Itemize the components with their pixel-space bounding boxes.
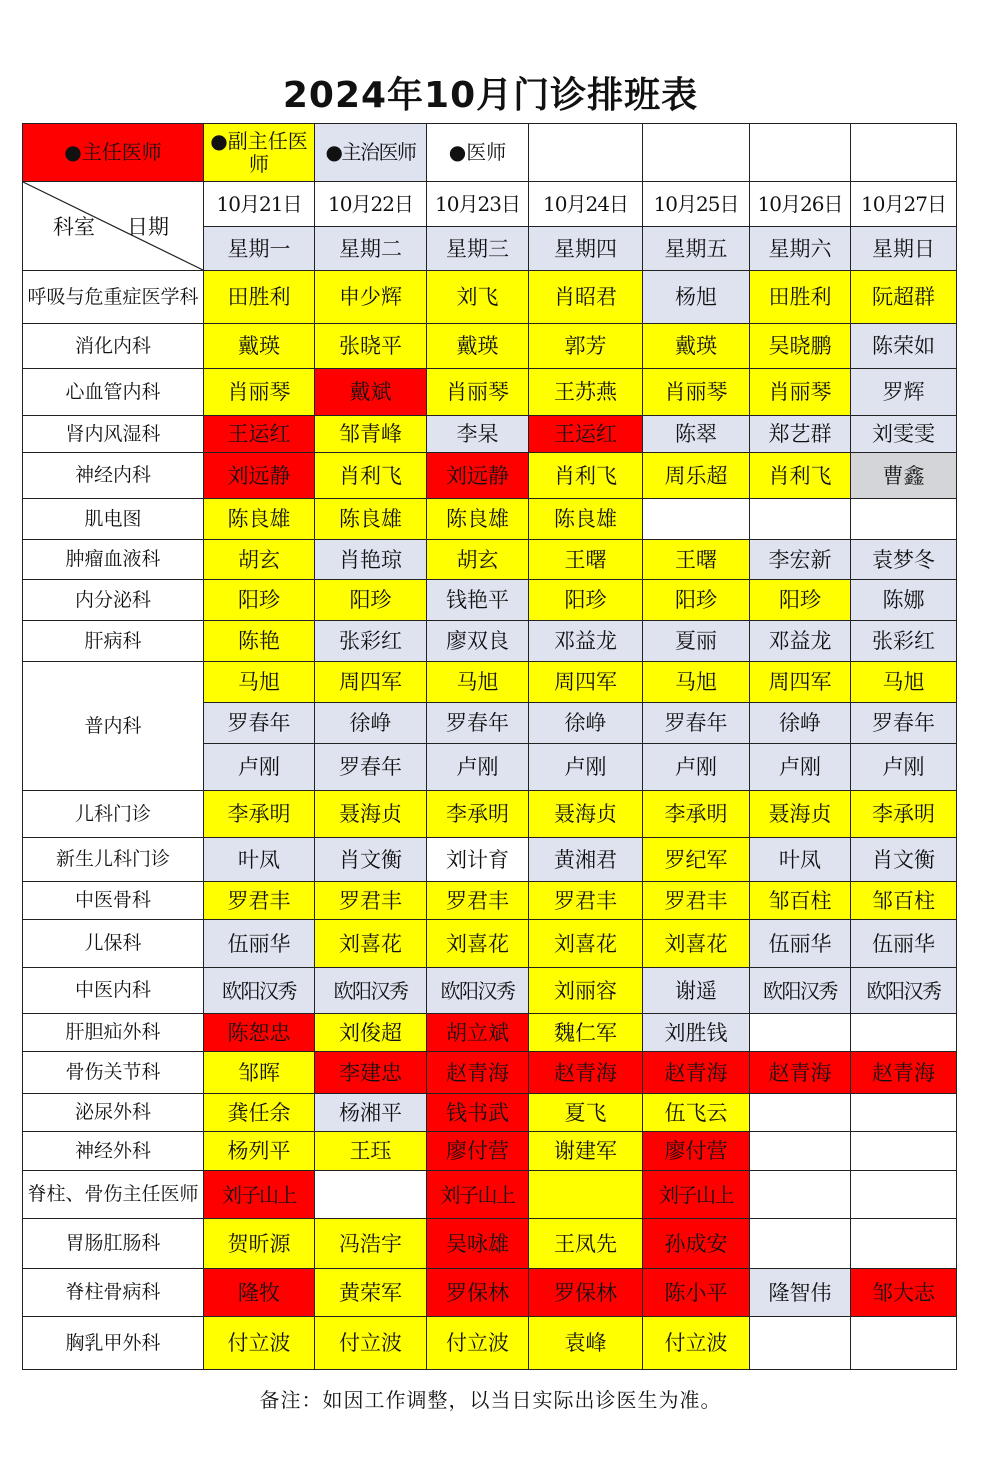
date-cell: 10月24日: [529, 182, 643, 227]
doctor-cell: 付立波: [315, 1317, 427, 1370]
date-cell: 10月25日: [643, 182, 750, 227]
doctor-cell: [750, 1317, 851, 1370]
doctor-cell: 王珏: [315, 1132, 427, 1171]
doctor-cell: 吴晓鹏: [750, 324, 851, 369]
weekday-cell: 星期六: [750, 227, 851, 271]
doctor-cell: 廖付营: [643, 1132, 750, 1171]
doctor-cell: 戴瑛: [643, 324, 750, 369]
weekday-cell: 星期一: [204, 227, 315, 271]
doctor-cell: 陈良雄: [427, 499, 529, 540]
doctor-cell: 陈良雄: [315, 499, 427, 540]
department-name: 泌尿外科: [23, 1094, 204, 1132]
weekday-cell: 星期四: [529, 227, 643, 271]
doctor-cell: 刘喜花: [315, 920, 427, 968]
doctor-cell: 谢建军: [529, 1132, 643, 1171]
doctor-cell: 肖艳琼: [315, 540, 427, 580]
doctor-cell: 张彩红: [851, 621, 957, 662]
schedule-row: [23, 416, 957, 453]
schedule-row: [23, 324, 957, 369]
doctor-cell: 夏飞: [529, 1094, 643, 1132]
doctor-cell: 罗春年: [204, 703, 315, 744]
doctor-cell: 胡立斌: [427, 1014, 529, 1052]
doctor-cell: 阳珍: [643, 580, 750, 621]
doctor-cell: 王运红: [204, 416, 315, 453]
schedule-row: [23, 968, 957, 1014]
doctor-cell: 邹百柱: [750, 882, 851, 920]
doctor-cell: 杨列平: [204, 1132, 315, 1171]
doctor-cell: 钱书武: [427, 1094, 529, 1132]
schedule-row: [23, 920, 957, 968]
schedule-row: [23, 1171, 957, 1219]
doctor-cell: 陈娜: [851, 580, 957, 621]
date-cell: 10月26日: [750, 182, 851, 227]
doctor-cell: [851, 1171, 957, 1219]
doctor-cell: 刘喜花: [643, 920, 750, 968]
doctor-cell: 肖丽琴: [750, 369, 851, 416]
doctor-cell: 付立波: [643, 1317, 750, 1370]
doctor-cell: 罗春年: [315, 744, 427, 791]
doctor-cell: 刘喜花: [529, 920, 643, 968]
department-name: 肌电图: [23, 499, 204, 540]
legend-associate: ●副主任医师: [204, 124, 315, 182]
doctor-cell: 肖昭君: [529, 271, 643, 324]
doctor-cell: [529, 1171, 643, 1219]
doctor-cell: [851, 1317, 957, 1370]
doctor-cell: 肖丽琴: [427, 369, 529, 416]
schedule-row: [23, 882, 957, 920]
diagonal-line: [23, 182, 203, 270]
doctor-cell: 廖双良: [427, 621, 529, 662]
department-name: 胸乳甲外科: [23, 1317, 204, 1370]
department-name: 脊柱骨病科: [23, 1269, 204, 1317]
doctor-cell: 黄荣军: [315, 1269, 427, 1317]
doctor-cell: 伍丽华: [851, 920, 957, 968]
footnote: 备注：如因工作调整，以当日实际出诊医生为准。: [259, 1388, 722, 1412]
schedule-row: [23, 1132, 957, 1171]
doctor-cell: 戴瑛: [204, 324, 315, 369]
doctor-cell: 赵青海: [427, 1052, 529, 1094]
doctor-cell: 欧阳汉秀: [427, 968, 529, 1014]
doctor-cell: 叶凤: [204, 838, 315, 882]
department-name: 普内科: [23, 662, 204, 791]
doctor-cell: 李承明: [643, 791, 750, 838]
doctor-cell: [851, 1132, 957, 1171]
doctor-cell: 王曙: [643, 540, 750, 580]
doctor-cell: 周四军: [750, 662, 851, 703]
doctor-cell: 卢刚: [851, 744, 957, 791]
doctor-cell: 李建忠: [315, 1052, 427, 1094]
schedule-row: [23, 1269, 957, 1317]
department-name: 消化内科: [23, 324, 204, 369]
doctor-cell: 徐峥: [750, 703, 851, 744]
doctor-cell: 阳珍: [529, 580, 643, 621]
doctor-cell: 钱艳平: [427, 580, 529, 621]
department-name: 肿瘤血液科: [23, 540, 204, 580]
doctor-cell: 陈小平: [643, 1269, 750, 1317]
doctor-cell: [851, 1014, 957, 1052]
weekday-cell: 星期五: [643, 227, 750, 271]
doctor-cell: 伍飞云: [643, 1094, 750, 1132]
doctor-cell: 隆智伟: [750, 1269, 851, 1317]
doctor-cell: 罗保林: [427, 1269, 529, 1317]
schedule-body: [23, 124, 957, 1370]
doctor-cell: 聂海贞: [315, 791, 427, 838]
date-row: [23, 182, 957, 227]
doctor-cell: 曹鑫: [851, 453, 957, 499]
doctor-cell: 杨旭: [643, 271, 750, 324]
date-cell: 10月21日: [204, 182, 315, 227]
weekday-cell: 星期三: [427, 227, 529, 271]
doctor-cell: 王曙: [529, 540, 643, 580]
department-name: 新生儿科门诊: [23, 838, 204, 882]
doctor-cell: 阮超群: [851, 271, 957, 324]
department-name: 骨伤关节科: [23, 1052, 204, 1094]
doctor-cell: 罗春年: [427, 703, 529, 744]
doctor-cell: 戴瑛: [427, 324, 529, 369]
doctor-cell: 吴咏雄: [427, 1219, 529, 1269]
schedule-row: [23, 621, 957, 662]
doctor-cell: 罗君丰: [315, 882, 427, 920]
doctor-cell: 阳珍: [204, 580, 315, 621]
doctor-cell: 胡玄: [427, 540, 529, 580]
doctor-cell: 罗保林: [529, 1269, 643, 1317]
schedule-row: [23, 1014, 957, 1052]
department-name: 胃肠肛肠科: [23, 1219, 204, 1269]
schedule-row: [23, 1317, 957, 1370]
legend-empty: [750, 124, 851, 182]
schedule-row: [23, 540, 957, 580]
legend-physician: ●医师: [427, 124, 529, 182]
doctor-cell: 田胜利: [204, 271, 315, 324]
doctor-cell: 邹百柱: [851, 882, 957, 920]
doctor-cell: [750, 1132, 851, 1171]
doctor-cell: 肖文衡: [851, 838, 957, 882]
department-name: 儿科门诊: [23, 791, 204, 838]
doctor-cell: [750, 1094, 851, 1132]
legend-empty: [643, 124, 750, 182]
doctor-cell: 刘子山上: [643, 1171, 750, 1219]
date-header-label: 日期: [127, 215, 169, 239]
schedule-row: [23, 271, 957, 324]
doctor-cell: 卢刚: [427, 744, 529, 791]
doctor-cell: 付立波: [204, 1317, 315, 1370]
doctor-cell: 陈良雄: [529, 499, 643, 540]
doctor-cell: 肖利飞: [750, 453, 851, 499]
doctor-cell: 刘飞: [427, 271, 529, 324]
doctor-cell: 肖利飞: [315, 453, 427, 499]
doctor-cell: 肖丽琴: [204, 369, 315, 416]
doctor-cell: [643, 499, 750, 540]
doctor-cell: 马旭: [204, 662, 315, 703]
doctor-cell: 黄湘君: [529, 838, 643, 882]
department-name: 神经内科: [23, 453, 204, 499]
header-corner: [23, 182, 204, 271]
doctor-cell: 徐峥: [315, 703, 427, 744]
schedule-row: [23, 791, 957, 838]
doctor-cell: 陈翠: [643, 416, 750, 453]
doctor-cell: 罗辉: [851, 369, 957, 416]
page-title: 2024年10月门诊排班表: [282, 75, 699, 116]
doctor-cell: 夏丽: [643, 621, 750, 662]
department-name: 肝病科: [23, 621, 204, 662]
doctor-cell: 欧阳汉秀: [750, 968, 851, 1014]
doctor-cell: 谢遥: [643, 968, 750, 1014]
doctor-cell: 罗春年: [851, 703, 957, 744]
doctor-cell: 刘雯雯: [851, 416, 957, 453]
department-name: 肝胆疝外科: [23, 1014, 204, 1052]
doctor-cell: 王凤先: [529, 1219, 643, 1269]
schedule-table: [22, 123, 957, 1370]
doctor-cell: 赵青海: [529, 1052, 643, 1094]
doctor-cell: 周乐超: [643, 453, 750, 499]
doctor-cell: [851, 1219, 957, 1269]
department-name: 中医骨科: [23, 882, 204, 920]
doctor-cell: 贺昕源: [204, 1219, 315, 1269]
doctor-cell: 刘喜花: [427, 920, 529, 968]
doctor-cell: 卢刚: [204, 744, 315, 791]
doctor-cell: 聂海贞: [750, 791, 851, 838]
legend-chief: ●主任医师: [23, 124, 204, 182]
doctor-cell: 赵青海: [750, 1052, 851, 1094]
department-name: 心血管内科: [23, 369, 204, 416]
doctor-cell: 叶凤: [750, 838, 851, 882]
doctor-cell: 欧阳汉秀: [315, 968, 427, 1014]
doctor-cell: 罗君丰: [643, 882, 750, 920]
doctor-cell: 田胜利: [750, 271, 851, 324]
schedule-row: [23, 453, 957, 499]
doctor-cell: 刘丽容: [529, 968, 643, 1014]
doctor-cell: 聂海贞: [529, 791, 643, 838]
doctor-cell: 周四军: [315, 662, 427, 703]
date-cell: 10月23日: [427, 182, 529, 227]
schedule-row: [23, 1219, 957, 1269]
doctor-cell: 李宏新: [750, 540, 851, 580]
doctor-cell: 廖付营: [427, 1132, 529, 1171]
doctor-cell: 罗纪军: [643, 838, 750, 882]
doctor-cell: 伍丽华: [750, 920, 851, 968]
doctor-cell: 冯浩宇: [315, 1219, 427, 1269]
department-name: 呼吸与危重症医学科: [23, 271, 204, 324]
doctor-cell: 欧阳汉秀: [204, 968, 315, 1014]
doctor-cell: 肖文衡: [315, 838, 427, 882]
doctor-cell: 张晓平: [315, 324, 427, 369]
doctor-cell: 李承明: [427, 791, 529, 838]
doctor-cell: 刘子山上: [427, 1171, 529, 1219]
doctor-cell: 邹青峰: [315, 416, 427, 453]
doctor-cell: 卢刚: [750, 744, 851, 791]
doctor-cell: 陈良雄: [204, 499, 315, 540]
doctor-cell: 徐峥: [529, 703, 643, 744]
doctor-cell: 邹大志: [851, 1269, 957, 1317]
date-cell: 10月27日: [851, 182, 957, 227]
doctor-cell: 刘子山上: [204, 1171, 315, 1219]
doctor-cell: 李承明: [851, 791, 957, 838]
doctor-cell: [750, 1014, 851, 1052]
doctor-cell: 张彩红: [315, 621, 427, 662]
doctor-cell: 申少辉: [315, 271, 427, 324]
doctor-cell: 马旭: [427, 662, 529, 703]
legend-attending: ●主治医师: [315, 124, 427, 182]
doctor-cell: 魏仁军: [529, 1014, 643, 1052]
doctor-cell: 刘俊超: [315, 1014, 427, 1052]
doctor-cell: 邓益龙: [750, 621, 851, 662]
doctor-cell: [750, 1219, 851, 1269]
doctor-cell: 隆牧: [204, 1269, 315, 1317]
legend-empty: [851, 124, 957, 182]
doctor-cell: [851, 1094, 957, 1132]
department-name: 脊柱、骨伤主任医师: [23, 1171, 204, 1219]
doctor-cell: 李杲: [427, 416, 529, 453]
doctor-cell: 郑艺群: [750, 416, 851, 453]
department-name: 儿保科: [23, 920, 204, 968]
doctor-cell: 赵青海: [851, 1052, 957, 1094]
legend-empty: [529, 124, 643, 182]
schedule-row: [23, 662, 957, 703]
doctor-cell: 卢刚: [529, 744, 643, 791]
schedule-row: [23, 369, 957, 416]
doctor-cell: 袁梦冬: [851, 540, 957, 580]
doctor-cell: 袁峰: [529, 1317, 643, 1370]
doctor-cell: [750, 1171, 851, 1219]
doctor-cell: 刘计育: [427, 838, 529, 882]
doctor-cell: 龚任余: [204, 1094, 315, 1132]
doctor-cell: 罗春年: [643, 703, 750, 744]
doctor-cell: 赵青海: [643, 1052, 750, 1094]
dept-header-label: 科室: [53, 215, 95, 239]
doctor-cell: 王苏燕: [529, 369, 643, 416]
doctor-cell: 陈艳: [204, 621, 315, 662]
weekday-cell: 星期日: [851, 227, 957, 271]
doctor-cell: 李承明: [204, 791, 315, 838]
department-name: 神经外科: [23, 1132, 204, 1171]
department-name: 中医内科: [23, 968, 204, 1014]
weekday-cell: 星期二: [315, 227, 427, 271]
doctor-cell: 陈恕忠: [204, 1014, 315, 1052]
doctor-cell: 伍丽华: [204, 920, 315, 968]
schedule-row: [23, 1094, 957, 1132]
doctor-cell: 刘远静: [427, 453, 529, 499]
doctor-cell: 刘胜钱: [643, 1014, 750, 1052]
doctor-cell: 邹晖: [204, 1052, 315, 1094]
doctor-cell: 戴斌: [315, 369, 427, 416]
department-name: 内分泌科: [23, 580, 204, 621]
doctor-cell: 杨湘平: [315, 1094, 427, 1132]
doctor-cell: 卢刚: [643, 744, 750, 791]
schedule-row: [23, 499, 957, 540]
doctor-cell: 马旭: [643, 662, 750, 703]
doctor-cell: 罗君丰: [204, 882, 315, 920]
doctor-cell: 邓益龙: [529, 621, 643, 662]
doctor-cell: 周四军: [529, 662, 643, 703]
doctor-cell: [851, 499, 957, 540]
doctor-cell: 肖丽琴: [643, 369, 750, 416]
doctor-cell: 郭芳: [529, 324, 643, 369]
doctor-cell: 陈荣如: [851, 324, 957, 369]
doctor-cell: 阳珍: [315, 580, 427, 621]
doctor-cell: 肖利飞: [529, 453, 643, 499]
date-cell: 10月22日: [315, 182, 427, 227]
doctor-cell: 欧阳汉秀: [851, 968, 957, 1014]
doctor-cell: 罗君丰: [529, 882, 643, 920]
schedule-row: [23, 1052, 957, 1094]
doctor-cell: 付立波: [427, 1317, 529, 1370]
doctor-cell: 孙成安: [643, 1219, 750, 1269]
doctor-cell: [750, 499, 851, 540]
doctor-cell: 刘远静: [204, 453, 315, 499]
doctor-cell: 胡玄: [204, 540, 315, 580]
department-name: 肾内风湿科: [23, 416, 204, 453]
doctor-cell: 王运红: [529, 416, 643, 453]
doctor-cell: 马旭: [851, 662, 957, 703]
schedule-row: [23, 838, 957, 882]
doctor-cell: 罗君丰: [427, 882, 529, 920]
schedule-row: [23, 580, 957, 621]
doctor-cell: 阳珍: [750, 580, 851, 621]
legend-row: [23, 124, 957, 182]
doctor-cell: [315, 1171, 427, 1219]
